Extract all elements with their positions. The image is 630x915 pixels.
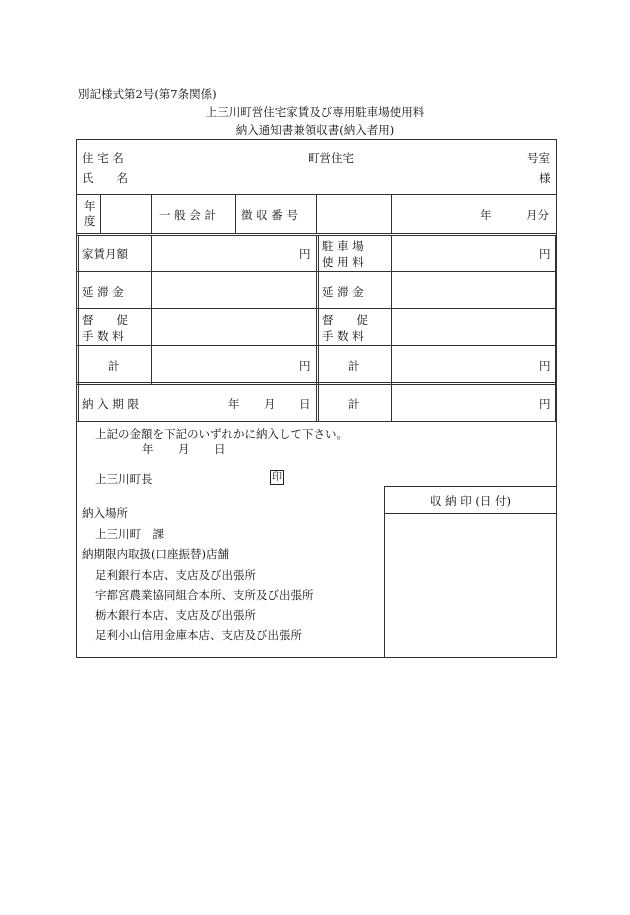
divider xyxy=(316,235,317,421)
divider xyxy=(76,233,557,234)
grand-total-unit: 円 xyxy=(539,397,551,411)
divider xyxy=(151,235,152,384)
address-label: 住 宅 名 xyxy=(82,151,124,165)
late-fee-label: 延 滞 金 xyxy=(82,285,124,299)
total-parking-unit: 円 xyxy=(539,359,551,373)
receipt-stamp-label: 収 納 印 (日 付) xyxy=(429,494,512,508)
divider xyxy=(384,486,557,487)
seal-mark: 印 xyxy=(272,472,282,483)
bank-list-item: 足利小山信用金庫本店、支店及び出張所 xyxy=(95,628,302,642)
period-year: 年 xyxy=(480,208,492,222)
notice-year: 年 xyxy=(142,442,154,456)
total-parking-label: 計 xyxy=(348,359,360,373)
name-label: 氏 名 xyxy=(82,171,128,185)
divider xyxy=(100,194,101,233)
fiscal-year-label-top: 年 xyxy=(84,199,96,213)
housing-type: 町営住宅 xyxy=(308,151,354,165)
divider xyxy=(384,513,557,514)
deadline-day: 日 xyxy=(299,397,311,411)
divider xyxy=(391,235,392,421)
divider xyxy=(391,194,392,233)
divider xyxy=(384,486,385,658)
account-type: 一 般 会 計 xyxy=(159,208,216,222)
divider xyxy=(78,235,79,421)
notice-day: 日 xyxy=(214,442,226,456)
deadline-month: 月 xyxy=(264,397,276,411)
bank-list-item: 宇都宮農業協同組合本所、支所及び出張所 xyxy=(95,588,314,602)
parking-label-bottom: 使 用 料 xyxy=(322,255,364,269)
dunning-fee-parking-bottom: 手 数 料 xyxy=(322,329,364,343)
rent-label: 家賃月額 xyxy=(82,247,128,261)
bank-list-item: 足利銀行本店、支店及び出張所 xyxy=(95,568,256,582)
honorific: 様 xyxy=(539,171,551,185)
rent-unit: 円 xyxy=(299,247,311,261)
total-unit: 円 xyxy=(299,359,311,373)
form-subtitle: 納入通知書兼領収書(納入者用) xyxy=(235,123,395,137)
deadline-year: 年 xyxy=(228,397,240,411)
notice-month: 月 xyxy=(178,442,190,456)
banks-label: 納期限内取扱(口座振替)店舗 xyxy=(82,547,229,561)
divider xyxy=(76,421,557,422)
divider xyxy=(235,194,236,233)
divider xyxy=(555,235,556,421)
grand-total-label: 計 xyxy=(348,397,360,411)
collection-number-label: 徴 収 番 号 xyxy=(241,208,298,222)
divider xyxy=(318,235,319,421)
payment-instruction: 上記の金額を下記のいずれかに納入して下さい。 xyxy=(95,427,348,441)
dunning-fee-label-bottom: 手 数 料 xyxy=(82,329,124,343)
payment-office: 上三川町 課 xyxy=(95,527,164,541)
late-fee-label-parking: 延 滞 金 xyxy=(322,285,364,299)
form-reference: 別記様式第2号(第7条関係) xyxy=(78,87,217,101)
form-title: 上三川町営住宅家賃及び専用駐車場使用料 xyxy=(205,105,425,119)
bank-list-item: 栃木銀行本店、支店及び出張所 xyxy=(95,608,256,622)
parking-label-top: 駐 車 場 xyxy=(322,239,364,253)
fiscal-year-label-bottom: 度 xyxy=(84,214,96,228)
period-month: 月分 xyxy=(526,208,549,222)
deadline-label: 納 入 期 限 xyxy=(82,397,139,411)
mayor-title: 上三川町長 xyxy=(95,472,153,486)
room-suffix: 号室 xyxy=(527,151,550,165)
payment-place-label: 納入場所 xyxy=(82,506,128,520)
total-label: 計 xyxy=(108,359,120,373)
dunning-fee-parking-top: 督 促 xyxy=(322,313,368,327)
parking-unit: 円 xyxy=(539,247,551,261)
divider xyxy=(316,194,317,233)
dunning-fee-label-top: 督 促 xyxy=(82,313,128,327)
divider xyxy=(151,194,152,233)
